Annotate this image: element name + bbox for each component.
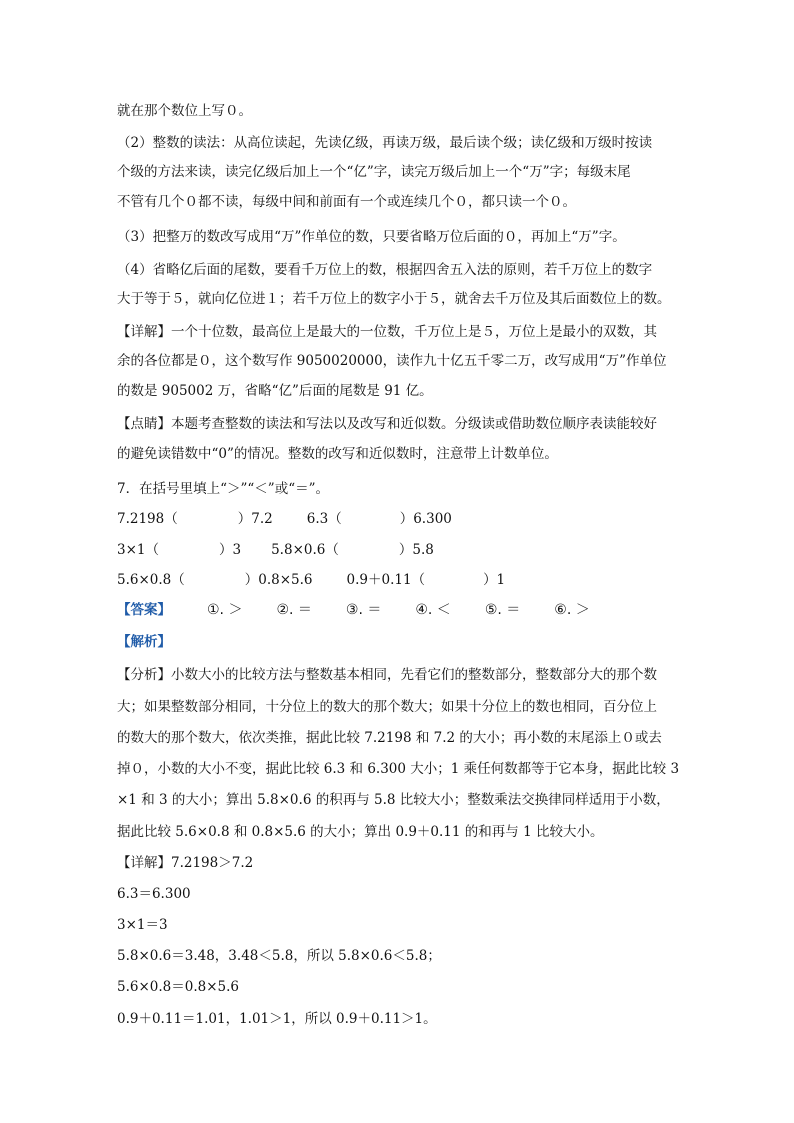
question-text: 5.6×0.8（	[117, 572, 185, 588]
question-text: ）3	[219, 542, 242, 558]
answer-label: 【答案】	[117, 602, 171, 618]
answer-item: ③. ＝	[345, 602, 382, 618]
answer-item: ②. ＝	[276, 602, 312, 618]
answer-item: ⑥. ＞	[554, 602, 590, 618]
text-line: 余的各位都是０，这个数写作 9050020000，读作九十亿五千零二万，改写成用“万”作单位	[117, 353, 667, 369]
answer-item: ④. ＜	[415, 602, 451, 618]
text-line: 据此比较 5.6×0.8 和 0.8×5.6 的大小；算出 0.9＋0.11 的和再与 1 比较大小。	[117, 824, 604, 840]
section-heading: 【解析】	[117, 634, 171, 650]
question-text: ）7.2	[237, 511, 273, 527]
text-line: ×1 和 3 的大小；算出 5.8×0.6 的积再与 5.8 比较大小；整数乘法交换律同样适用于小数，	[117, 792, 670, 808]
text-line: 5.6×0.8＝0.8×5.6	[117, 979, 240, 995]
question-text: ）6.300	[399, 511, 452, 527]
question-text: 3×1（	[117, 542, 159, 558]
text-line: 个级的方法来读，读完亿级后加上一个“亿”字，读完万级后加上一个“万”字；每级末尾	[117, 164, 631, 180]
text-line: 【点睛】本题考查整数的读法和写法以及改写和近似数。分级读或借助数位顺序表读能较好	[117, 416, 657, 432]
text-line: （2）整数的读法：从高位读起，先读亿级，再读万级，最后读个级；读亿级和万级时按读	[117, 135, 653, 151]
question-text: 0.9＋0.11（	[346, 572, 426, 588]
text-line: （3）把整万的数改写成用“万”作单位的数，只要省略万位后面的０，再加上“万”字。	[117, 229, 626, 245]
text-line: 0.9＋0.11＝1.01，1.01＞1，所以 0.9＋0.11＞1。	[117, 1011, 437, 1027]
question-text: 7.2198（	[117, 511, 178, 527]
question-row-1	[117, 509, 677, 529]
text-line: 就在那个数位上写０。	[117, 103, 252, 119]
text-line: 大；如果整数部分相同，十分位上的数大的那个数大；如果十分位上的数也相同，百分位上	[117, 699, 657, 715]
question-text: ）1	[483, 572, 506, 588]
text-line: 3×1＝3	[117, 917, 168, 933]
answer-row	[117, 600, 717, 620]
text-line: 【详解】7.2198＞7.2	[117, 855, 254, 871]
question-text: 5.8×0.6（	[271, 542, 339, 558]
text-line: 5.8×0.6＝3.48，3.48＜5.8，所以 5.8×0.6＜5.8；	[117, 948, 441, 964]
text-line: 的数是 905002 万，省略“亿”后面的尾数是 91 亿。	[117, 383, 433, 399]
question-text: 6.3（	[306, 511, 342, 527]
answer-item: ①. ＞	[207, 602, 243, 618]
text-line: 【分析】小数大小的比较方法与整数基本相同，先看它们的整数部分，整数部分大的那个数	[117, 667, 657, 683]
text-line: 不管有几个０都不读，每级中间和前面有一个或连续几个０，都只读一个０。	[117, 194, 576, 210]
text-line: 的数大的那个数大，依次类推，据此比较 7.2198 和 7.2 的大小；再小数的末尾添上０或去	[117, 730, 662, 746]
answer-item: ⑤. ＝	[484, 602, 521, 618]
text-line: 【详解】一个十位数，最高位上是最大的一位数，千万位上是５，万位上是最小的双数，其	[117, 324, 657, 340]
question-text: ）0.8×5.6	[244, 572, 313, 588]
text-line: 6.3＝6.300	[117, 886, 191, 902]
question-row-2	[117, 540, 677, 560]
question-text: ）5.8	[398, 542, 434, 558]
question-row-3	[117, 570, 677, 590]
text-line: 大于等于５，就向亿位进１；若千万位上的数字小于５，就舍去千万位及其后面数位上的数。	[117, 291, 671, 307]
text-line: 的避免读错数中“0”的情况。整数的改写和近似数时，注意带上计数单位。	[117, 446, 558, 462]
question-title: 7．在括号里填上“＞”“＜”或“＝”。	[117, 481, 329, 497]
text-line: （4）省略亿后面的尾数，要看千万位上的数，根据四舍五入法的原则，若千万位上的数字	[117, 262, 653, 278]
text-line: 掉０，小数的大小不变，据此比较 6.3 和 6.300 大小；1 乘任何数都等于它本身，据此比较 3	[117, 761, 680, 777]
